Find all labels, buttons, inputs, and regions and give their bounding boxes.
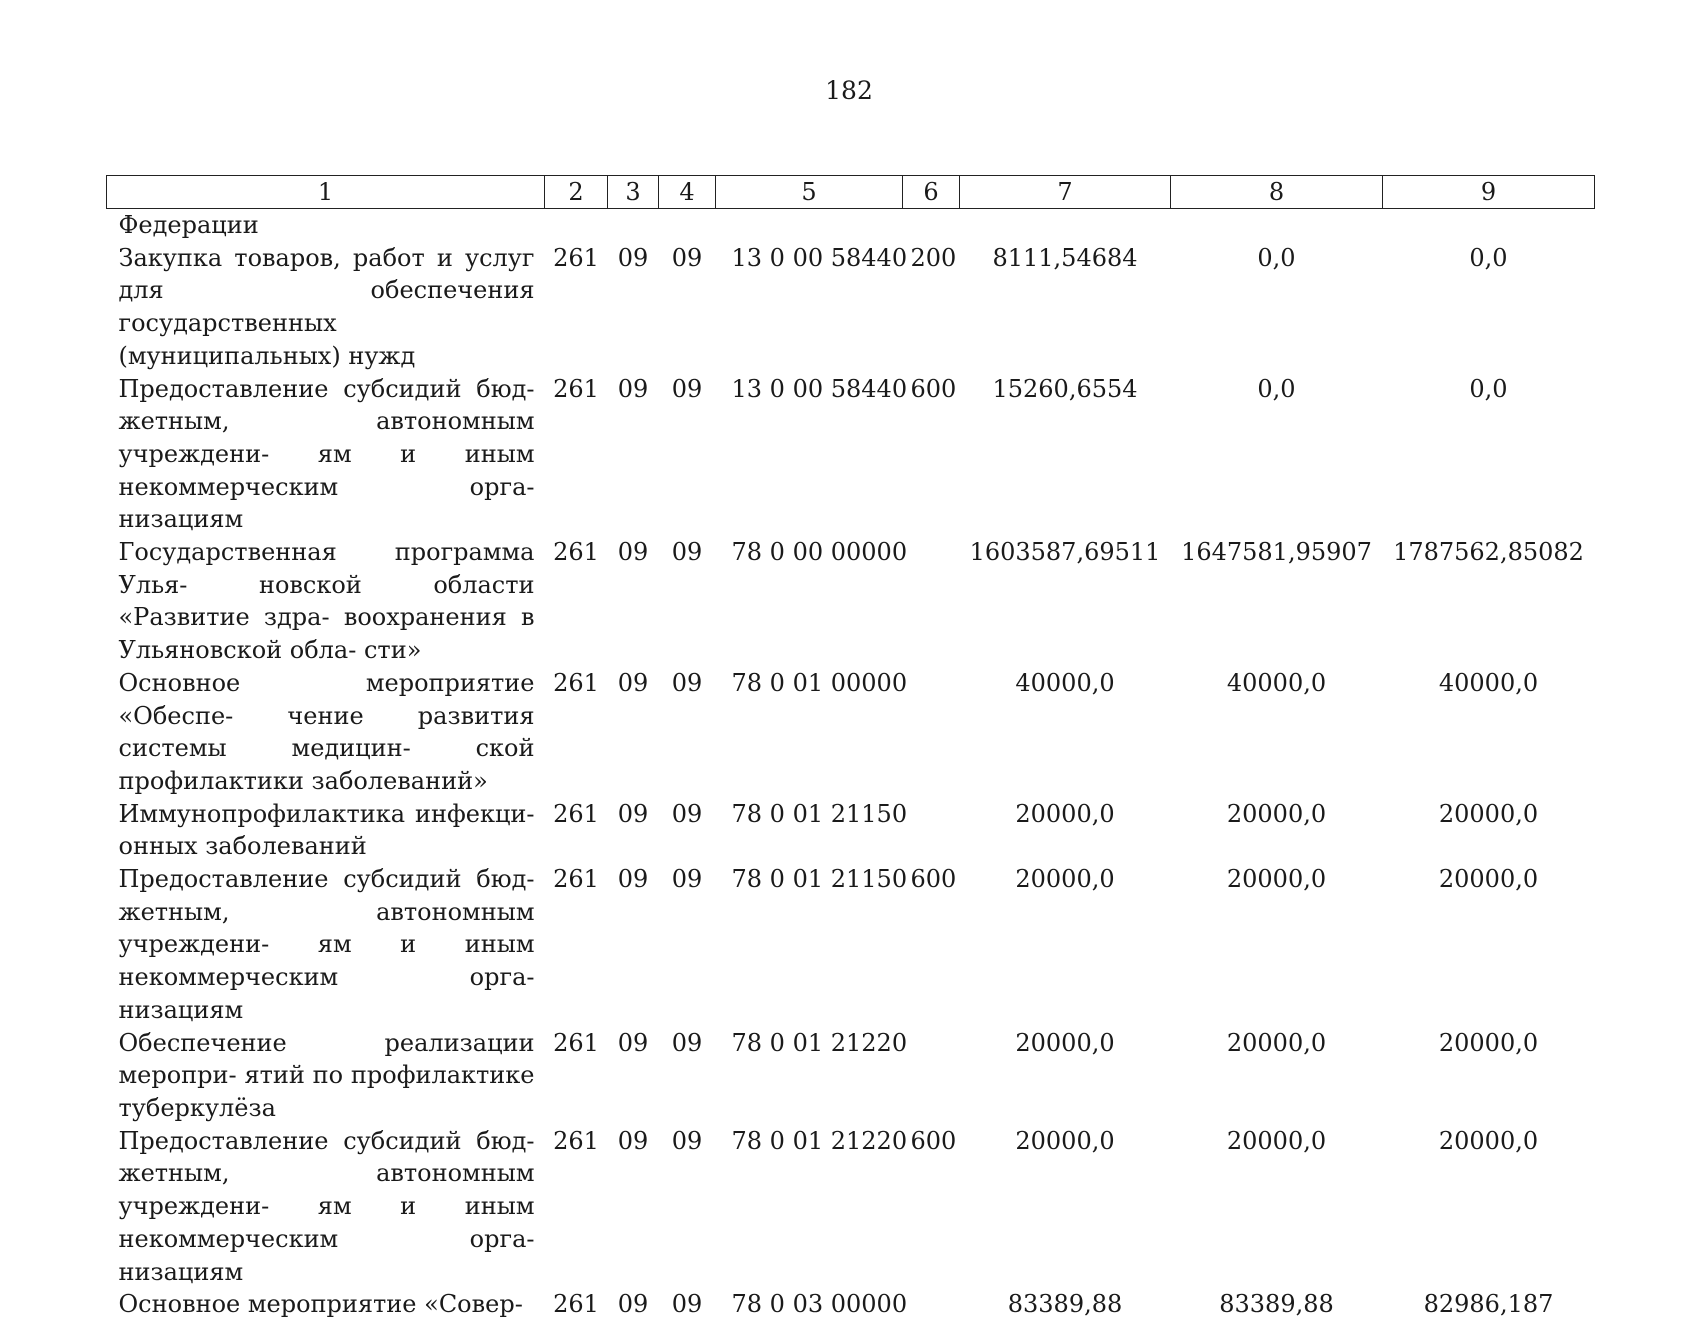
cell-target-article (716, 209, 903, 242)
item-name-line: ской профилактики заболеваний» (118, 734, 535, 795)
cell-amount-year2: 83389,88 (1219, 1290, 1334, 1319)
cell-item-name (107, 1125, 545, 1289)
cell-subsection: 09 (671, 865, 703, 894)
item-name-line: Обеспечение реализации меропри- (118, 1028, 535, 1090)
cell-admin-code: 261 (553, 243, 599, 272)
cell-admin-code: 261 (553, 538, 599, 567)
table-row (107, 209, 1595, 242)
cell-target-article: 78 0 01 21150 (731, 799, 908, 828)
cell-item-name (107, 242, 545, 373)
item-name-line: Основное мероприятие «Обеспе- (118, 668, 535, 730)
cell-admin-code: 261 (553, 1028, 599, 1057)
cell-target-article: 13 0 00 58440 (731, 374, 908, 403)
cell-section: 09 (617, 538, 649, 567)
cell-admin-code: 261 (553, 374, 599, 403)
cell-section: 09 (617, 799, 649, 828)
cell-expense-type (903, 667, 960, 798)
cell-subsection: 09 (671, 538, 703, 567)
cell-amount-year1: 1603587,69511 (969, 538, 1161, 567)
table-row (107, 798, 1595, 863)
table-row (107, 536, 1595, 667)
cell-amount-year2: 20000,0 (1226, 865, 1327, 894)
table-row (107, 667, 1595, 798)
item-name-line: обеспечения государственных (118, 276, 535, 338)
header-row (107, 176, 1595, 209)
cell-subsection: 09 (671, 1028, 703, 1057)
cell-amount-year2: 20000,0 (1226, 1126, 1327, 1155)
cell-subsection (659, 209, 716, 242)
cell-amount-year3: 1787562,85082 (1393, 538, 1584, 567)
item-name-line: чение развития системы медицин- (118, 701, 535, 763)
column-header: 7 (960, 176, 1171, 209)
page-number: 182 (825, 76, 873, 105)
cell-target-article: 78 0 01 21150 (731, 865, 908, 894)
table-row (107, 242, 1595, 373)
cell-item-name (107, 373, 545, 537)
cell-expense-type (903, 536, 960, 667)
cell-expense-type (903, 209, 960, 242)
item-name-line: Предоставление субсидий бюд- (118, 865, 535, 894)
item-name-line: низациям (118, 995, 244, 1024)
cell-amount-year3: 82986,187 (1423, 1290, 1554, 1319)
cell-section: 09 (617, 243, 649, 272)
column-header: 9 (1383, 176, 1595, 209)
cell-amount-year2: 1647581,95907 (1181, 538, 1372, 567)
cell-section: 09 (617, 865, 649, 894)
cell-admin-code: 261 (553, 1290, 599, 1319)
cell-amount-year2: 20000,0 (1226, 1028, 1327, 1057)
cell-amount-year1: 8111,54684 (992, 243, 1138, 272)
cell-amount-year3: 20000,0 (1438, 799, 1539, 828)
cell-target-article: 78 0 01 21220 (731, 1126, 908, 1155)
item-name-line: жетным, автономным учреждени- (118, 407, 535, 468)
cell-admin-code: 261 (553, 668, 599, 697)
item-name-line: новской области «Развитие здра- (118, 570, 535, 632)
cell-amount-year1: 20000,0 (1015, 799, 1115, 828)
item-name-line: Федерации (118, 211, 259, 239)
cell-amount-year2: 0,0 (1257, 243, 1296, 272)
cell-amount-year3: 20000,0 (1438, 865, 1539, 894)
cell-section: 09 (617, 1126, 649, 1155)
cell-amount-year2: 20000,0 (1226, 799, 1327, 828)
cell-subsection: 09 (671, 374, 703, 403)
cell-expense-type (903, 1027, 960, 1125)
column-header: 6 (903, 176, 960, 209)
item-name-line: ям и иным некоммерческим орга- (118, 930, 535, 992)
cell-amount-year3: 40000,0 (1438, 668, 1539, 697)
cell-expense-type: 600 (910, 865, 957, 894)
cell-item-name (107, 863, 545, 1027)
column-header: 1 (107, 176, 545, 209)
column-header: 2 (545, 176, 608, 209)
item-name-line: Государственная программа Улья- (118, 538, 535, 599)
cell-amount-year1: 20000,0 (1015, 865, 1115, 894)
table-row (107, 373, 1595, 537)
table-row (107, 1288, 1595, 1321)
table-row (107, 1125, 1595, 1289)
cell-target-article: 78 0 01 21220 (731, 1028, 908, 1057)
cell-admin-code: 261 (553, 799, 599, 828)
item-name-line: Основное мероприятие «Совер- (118, 1290, 523, 1319)
cell-subsection: 09 (671, 1126, 703, 1155)
cell-expense-type: 200 (910, 243, 957, 272)
cell-amount-year1: 20000,0 (1015, 1126, 1115, 1155)
table-row (107, 863, 1595, 1027)
item-name-line: онных заболеваний (118, 832, 367, 861)
cell-amount-year1 (960, 209, 1171, 242)
cell-amount-year1: 20000,0 (1015, 1028, 1115, 1057)
cell-amount-year2 (1171, 209, 1383, 242)
item-name-line: жетным, автономным учреждени- (118, 1159, 535, 1221)
cell-section: 09 (617, 1290, 649, 1319)
cell-amount-year1: 40000,0 (1015, 668, 1115, 697)
cell-amount-year3: 20000,0 (1438, 1126, 1539, 1155)
item-name-line: ям и иным некоммерческим орга- (118, 1192, 535, 1253)
item-name-line: Предоставление субсидий бюд- (118, 374, 535, 403)
cell-amount-year1: 83389,88 (1007, 1290, 1123, 1319)
cell-amount-year2: 0,0 (1257, 374, 1296, 403)
cell-amount-year1: 15260,6554 (992, 374, 1138, 403)
table-body (107, 209, 1595, 1321)
cell-amount-year2: 40000,0 (1226, 668, 1327, 697)
column-header: 3 (608, 176, 659, 209)
cell-amount-year3: 0,0 (1469, 374, 1508, 403)
column-header: 8 (1171, 176, 1383, 209)
cell-item-name (107, 536, 545, 667)
cell-item-name (107, 209, 545, 242)
cell-amount-year3 (1383, 209, 1595, 242)
cell-target-article: 78 0 00 00000 (731, 538, 908, 567)
cell-expense-type: 600 (910, 1126, 957, 1155)
cell-item-name (107, 1288, 545, 1321)
item-name-line: жетным, автономным учреждени- (118, 897, 535, 959)
cell-target-article: 13 0 00 58440 (731, 243, 908, 272)
item-name-line: Закупка товаров, работ и услуг для (118, 243, 535, 305)
cell-target-article: 78 0 01 00000 (731, 668, 908, 697)
cell-admin-code (545, 209, 608, 242)
cell-admin-code: 261 (553, 1126, 599, 1155)
cell-amount-year3: 0,0 (1469, 243, 1508, 272)
cell-amount-year3: 20000,0 (1438, 1028, 1539, 1057)
cell-section: 09 (617, 1028, 649, 1057)
cell-subsection: 09 (671, 243, 703, 272)
cell-subsection: 09 (671, 668, 703, 697)
cell-target-article: 78 0 03 00000 (731, 1290, 908, 1319)
cell-expense-type (903, 1288, 960, 1321)
cell-item-name (107, 1027, 545, 1125)
item-name-line: Иммунопрофилактика инфекци- (118, 799, 535, 828)
item-name-line: воохранения в Ульяновской обла- (118, 603, 535, 665)
item-name-line: Предоставление субсидий бюд- (118, 1126, 535, 1155)
table-header (107, 176, 1595, 209)
column-header: 5 (716, 176, 903, 209)
item-name-line: низациям (118, 505, 244, 534)
table-row (107, 1027, 1595, 1125)
item-name-line: сти» (363, 636, 422, 665)
cell-item-name (107, 798, 545, 863)
cell-item-name (107, 667, 545, 798)
cell-expense-type (903, 798, 960, 863)
cell-section (608, 209, 659, 242)
item-name-line: ям и иным некоммерческим орга- (118, 439, 535, 501)
cell-subsection: 09 (671, 799, 703, 828)
cell-expense-type: 600 (910, 374, 957, 403)
item-name-line: ятий по профилактике туберкулёза (118, 1061, 535, 1122)
cell-subsection: 09 (671, 1290, 703, 1319)
cell-section: 09 (617, 374, 649, 403)
cell-admin-code: 261 (553, 865, 599, 894)
item-name-line: низациям (118, 1257, 244, 1286)
budget-table (106, 175, 1595, 1321)
column-header: 4 (659, 176, 716, 209)
item-name-line: (муниципальных) нужд (118, 341, 416, 370)
cell-section: 09 (617, 668, 649, 697)
